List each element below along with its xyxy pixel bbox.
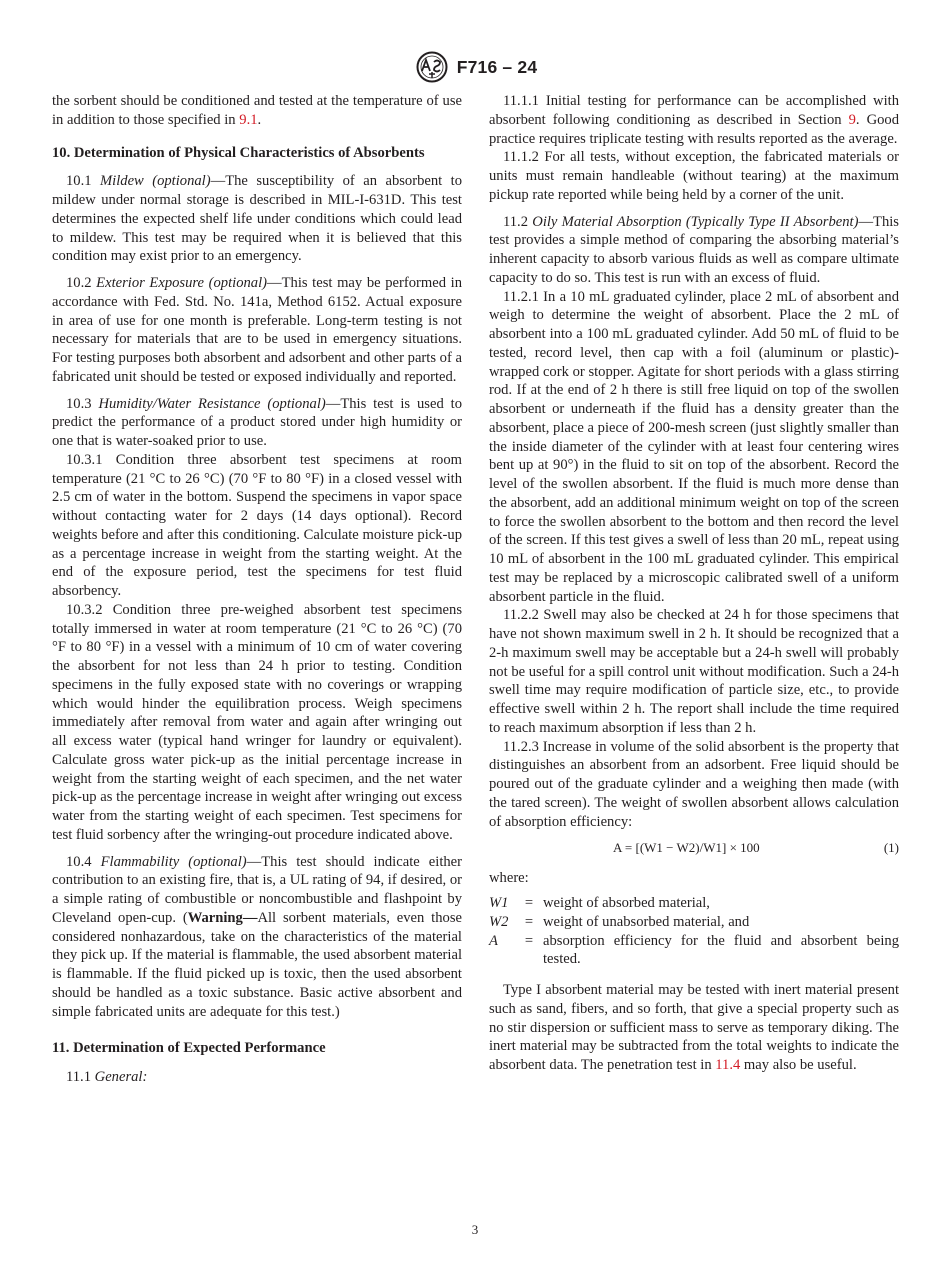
definition-row: A = absorption efficiency for the fluid and absorbent being tested. [489,932,899,968]
paragraph-11-1: 11.1 General: [66,1069,148,1085]
definition-text: weight of absorbed material, [543,895,710,911]
section-heading-10: 10. Determination of Physical Characteristics of Absorbents [52,144,425,161]
link-section-11-4[interactable]: 11.4 [715,1057,741,1073]
equation-1 [489,837,899,859]
equation-formula: A = [(W1 − W2)/W1] × 100 [613,840,760,856]
paragraph-10-3-2: 10.3.2 Condition three pre-weighed absorbent test specimens totally immersed in water at room temperature (21 °C to 26 °C) (70 °F to 80 °F) in a vessel with a minimum of 10 cm of water covering the absorbent for not less than 24 h prior to testing. Condition specimens in the fully exposed state with no coverings or wrapping which would hinder the equilibration process. Weigh specimens immediately after removal from water and again after wringing out all excess water (typical hand wringer for laundry or equivalent). Calculate gross water pick-up as the initial percentage increase in weight from the starting weight of each specimen, and the net water pick-up as the percentage increase in weight after wringing out excess water from the starting weight of each specimen. Test specimens for test fluid sorbency after the wringing-out procedure indicated above. [52,601,462,843]
definition-text: weight of unabsorbed material, and [543,913,750,930]
paragraph-11-1-1: 11.1.1 Initial testing for performance can be accomplished with absorbent following conditioning as described in Section 9. Good practice requires triplicate testing with results reported as the average. [489,93,900,147]
equation-number: (1) [883,840,899,856]
astm-logo-icon [413,51,451,83]
where-label: where: [489,870,529,887]
paragraph-10-2: 10.2 Exterior Exposure (optional)—This test may be performed in accordance with Fed. Std. No. 141a, Method 6152. Actual exposure in area of use for one month is preferable. Long-term testing is not necessary for materials that are to be used in emergency situations. For testing purposes both absorbent and adsorbent and other parts of a fabricated unit should be tested or exposed individually and reported. [52,275,462,385]
paragraph-11-2-2: 11.2.2 Swell may also be checked at 24 h for those specimens that have not shown maximum swell in 2 h. It should be recognized that a 2-h maximum swell may be acceptable but a 24-h swell will probably not be useful for a spill control unit without modification. Such a 24-h swell time may require modification of particle size, etc., to provide effective swell within 2 h. The report shall include the time required to reach maximum absorption if less than 2 h. [489,607,899,736]
paragraph-10-1: 10.1 Mildew (optional)—The susceptibility of an absorbent to mildew under normal storage is described in MIL-I-631D. This test determines the expected shelf life under conditions which could lead to mildew. This test may be required when it is believed that this condition may exist prior to an emergency. [52,173,463,265]
paragraph-11-2-1: 11.2.1 In a 10 mL graduated cylinder, place 2 mL of absorbent and weigh to determine the weight of absorbent. Place the 2 mL of absorbent into a 100 mL graduated cylinder. Add 50 mL of fluid to be tested, record level, then cap with a foil (aluminum or plastic)-wrapped cork or stopper. Agitate for short periods with a glass stirring rod. If at the end of 2 h there is still free liquid on top of the swollen absorbent or underneath if the fluid has a density greater than the absorbent, place a piece of 200-mesh screen (just slightly smaller than the inside diameter of the cylinder with at least four centering wires bent up at 90°) in the fluid to sit on top of the absorbent. Record the level of the swollen absorbent. If the fluid is much more dense than the absorbent, add an additional minimum weight on top of the screen to force the swollen absorbent to the bottom and then record the level of the screen. If this test gives a swell of less than 20 mL, repeat using 10 mL of absorbent in the 100 mL graduated cylinder. This empirical test may be replaced by a microscopic calibrated swell of a uniform absorbent particle in the fluid. [489,288,899,605]
variable-definitions [489,894,899,969]
paragraph-type-i: Type I absorbent material may be tested with inert material present such as sand, fibers, and so forth, that give a special property such as no stir dispersion or sufficient mass to serve as temporary diking. The inert material may be subtracted from the total weights to indicate the absorbent data. The penetration test in 11.4 may also be useful. [489,982,899,1073]
paragraph-10-3-1: 10.3.1 Condition three absorbent test specimens at room temperature (21 °C to 26 °C) (70 °F to 80 °F) in a closed vessel with 2.5 cm of water in the bottom. Suspend the specimens in vapor space without contacting water for 2 days (14 days optional). Record weights before and after this conditioning. Calculate moisture pick-up as a percentage increase in weight from the starting weight. At the end of the exposure period, test the specimens for test fluid absorbency. [52,451,462,599]
paragraph-11-2-3: 11.2.3 Increase in volume of the solid absorbent is the property that distinguishes an absorbent from an adsorbent. Free liquid should be poured out of the graduate cylinder and a weighing then made (with the tared screen). The weight of swollen absorbent allows calculation of absorption efficiency: [489,738,899,830]
section-heading-11: 11. Determination of Expected Performance [52,1040,326,1057]
definition-symbol: A [489,932,498,949]
definition-symbol: W2 [489,913,509,930]
definition-row: W1 = weight of absorbed material, [489,894,899,913]
warning-label: Warning— [187,909,258,926]
right-column [489,92,899,1075]
link-section-9[interactable]: 9 [848,111,856,128]
definition-text: absorption efficiency for the fluid and absorbent being tested. [543,932,899,968]
paragraph-10-3: 10.3 Humidity/Water Resistance (optional)—This test is used to predict the performance of a product stored under high humidity or one that is water-soaked prior to use. [52,395,462,449]
paragraph-11-1-2: 11.1.2 For all tests, without exception, the fabricated materials or units must remain handleable (without tearing) at the maximum pickup rate reported while being held by a corner of the unit. [489,149,899,203]
page-number: 3 [471,1222,479,1237]
link-section-9-1[interactable]: 9.1 [239,111,258,128]
definition-row: W2 = weight of unabsorbed material, and [489,913,899,932]
standard-designation: F716 – 24 [456,56,538,77]
paragraph-11-2: 11.2 Oily Material Absorption (Typically Type II Absorbent)—This test provides a simple method of comparing the absorbing material’s inherent capacity to absorb various fluids as well as compare ultimate capacity to do so. This test is run with an excess of fluid. [489,213,899,286]
definition-symbol: W1 [489,895,509,911]
page-header [0,50,950,84]
paragraph-continuation: the sorbent should be conditioned and tested at the temperature of use in addition to those specified in 9.1. [52,93,462,128]
left-column [52,92,462,1087]
paragraph-10-4: 10.4 Flammability (optional)—This test should indicate either contribution to an existing fire, that is, a UL rating of 94, if desired, or a simple rating of combustible or noncombustible and flashpoint by Cleveland open-cup. (Warning—All sorbent materials, even those considered nonhazardous, take on the characteristics of the material they pick up. If the material is flammable, the used absorbent material is flammable. If the fluid picked up is toxic, then the used absorbent should be handled as a toxic substance. Basic active absorbent and simple fabricated units are adequate for this test.) [52,853,463,1020]
